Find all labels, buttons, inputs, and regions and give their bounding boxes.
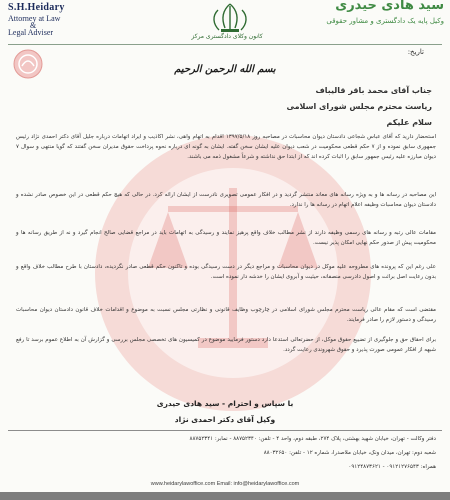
signature-line-2: وکیل آقای دکتر احمدی نژاد [174,415,276,424]
recipient-line-2: ریاست محترم مجلس شورای اسلامی [286,102,432,111]
letterhead [0,0,450,44]
footer-address-1: دفتر وکالت - تهران، خیابان شهید بهشتی، پلاک ۲۷۴، طبقه دوم، واحد ۴ - تلفن: ۸۸۷۵۲۳۴۰ - نمابر: ۸۸۷۵۲۳۴۱ [189,436,436,442]
header-divider [8,44,442,45]
letterhead-english [8,2,118,38]
lawyer-role-en: Legal Adviser [8,28,54,37]
recipient-line-1: جناب آقای محمد باقر قالیباف [315,86,432,95]
signature-line-1: با سپاس و احترام - سید هادی حیدری [156,399,294,408]
footer-website: www.heidarylawoffice.com Email: info@heidarylawoffice.com [150,481,300,487]
bismillah: بسم الله الرحمن الرحیم [174,64,276,75]
lawyer-ampersand: & [30,21,37,30]
footer-divider [8,430,442,431]
lawyer-name-en: S.H.Heidary [8,2,65,13]
lawyer-title-fa: وکیل پایه یک دادگستری و مشاور حقوقی [326,17,444,25]
footer-band [0,492,450,500]
footer-phones: همراه: ۰۹۱۲۱۲۷۶۵۴۳ - ۰۹۱۲۴۸۷۳۶۲۱ [348,464,436,470]
emblem-caption: کانون وکلای دادگستری مرکز [191,33,263,40]
body-paragraph: استحضار دارید که آقای عباس شجاعی دادستان دیوان محاسبات در مصاحبه روز ۱۳۹۷/۵/۱۸ اقدام به اتهام واهی، نشر اکاذیب و ایراد اتهامات درباره جلیل آقای دکتر احمدی نژاد رئیس جمهوری سابق نموده و از ۷ حکم قطعی محکومیت در شعب دیوان علیه ایشان سخن گفته. ایشان به گونه ای درباره نحوه پرداخت حقوق مدیران سخن گفتند که گویا منتهی و سوال ۷ دیوان مبارزه علیه رئیس جمهور سابق را اثبات کرده اند که از ابتدا حق نداشته و شرعاً مشغول ذمه می باشند. [16,134,437,160]
body-paragraph: مقامات عالی رتبه و رسانه های رسمی وظیفه دارند از نشر مطالب خلاف واقع پرهیز نمایند و رسیدگی به اتهامات باید در مراجع قضایی صالح انجام گیرد و نه از طریق رسانه ها و محکومیت پیش از صدور حکم نهایی امکان پذیر نیست. [16,230,436,246]
body-paragraph: برای احقاق حق و جلوگیری از تضییع حقوق موکل، از حضرتعالی استدعا دارد دستور فرمایید موضوع در کمیسیون های تخصصی مجلس بررسی و گزارش آن به اطلاع عموم برسد تا رفع شبهه از افکار عمومی صورت پذیرد و حقوق شهروندی رعایت گردد. [16,337,436,353]
body-paragraph: علی رغم این که پرونده های مطروحه علیه موکل در دیوان محاسبات و مراجع دیگر در دست رسیدگی بوده و تاکنون حکم قطعی صادر نگردیده، دادستان با طرح مطالب خلاف واقع و بدون رعایت اصل برائت و اصول دادرسی منصفانه، حیثیت و آبروی ایشان را خدشه دار نموده است. [16,264,436,280]
footer-address-2: شعبه دوم: تهران، میدان ونک، خیابان ملاصدرا، شماره ۱۲ - تلفن: ۸۸۰۳۲۶۵۰ [263,450,436,456]
body-paragraph: مقتضی است که مقام عالی ریاست محترم مجلس شورای اسلامی در چارچوب وظایف قانونی و نظارتی مجلس نسبت به موضوع و اقدامات خلاف قانون دادستان دیوان محاسبات رسیدگی و دستور لازم را صادر فرمایند. [16,307,436,323]
date-label: تاریخ: [407,48,424,56]
letter-footer [0,430,450,500]
body-paragraph: این مصاحبه در رسانه ها و به ویژه رسانه های معاند منتشر گردید و در افکار عمومی تصویری نادرست از ایشان ارائه کرد. در حالی که هیچ حکم قطعی در این خصوص صادر نشده و دادستان دیوان محاسبات وظیفه اعلام اتهام در رسانه ها را ندارد. [16,192,436,208]
letterhead-persian [299,0,444,36]
lawyer-name-fa: سید هادی حیدری [335,0,444,13]
lawyer-title-en: Attorney at Law [8,14,61,23]
greeting: سلام علیکم [386,118,432,127]
